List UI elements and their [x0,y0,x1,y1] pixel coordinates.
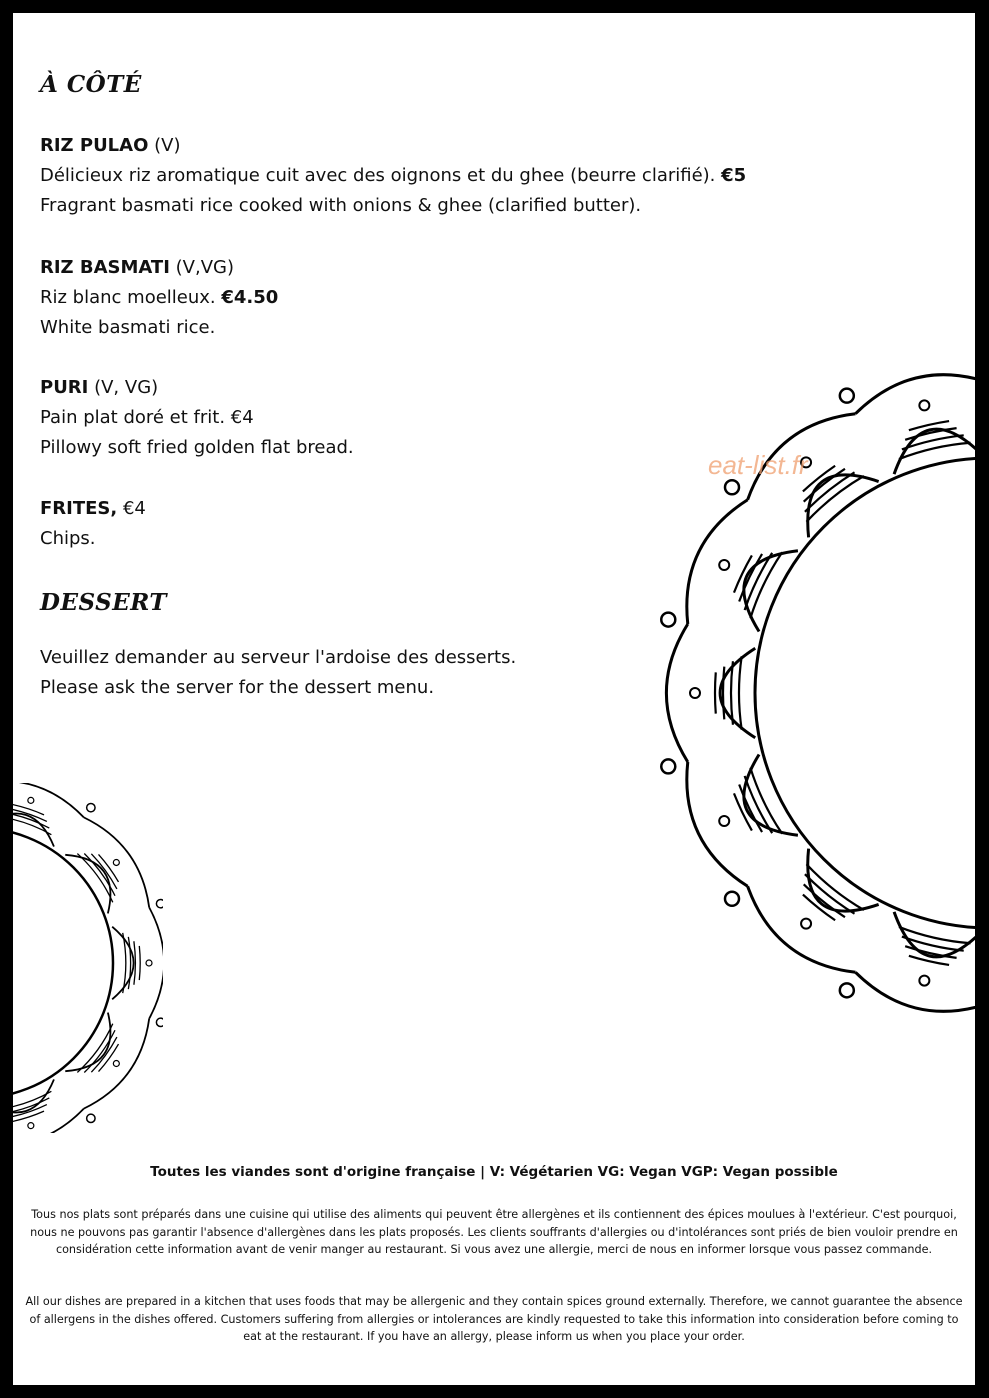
item-desc-en: Chips. [40,528,96,549]
mandala-left-decoration [13,783,163,1133]
item-desc-en: White basmati rice. [40,317,216,338]
item-name: FRITES, [40,498,118,519]
item-name: RIZ PULAO [40,135,149,156]
item-name: RIZ BASMATI [40,257,170,278]
item-tag: €4 [117,498,146,519]
item-price: €4.50 [221,287,279,308]
item-tag: (V) [148,135,181,156]
watermark: eat-list.fr [708,450,808,480]
menu-item-puri [40,373,354,463]
item-desc-fr: Pain plat doré et frit. €4 [40,407,254,428]
section-title-a-cote: À CÔTÉ [40,71,142,98]
footer-origin-legend: Toutes les viandes sont d'origine française | V: Végétarien VG: Vegan VGP: Vegan possible [150,1164,838,1180]
footer-allergen-notice-fr: Tous nos plats sont préparés dans une cuisine qui utilise des aliments qui peuvent être allergènes et ils contiennent des épices moulues à l'extérieur. C'est pourquoi, nous ne pouvons pas garantir l'absence d'allergènes dans les plats proposés. Les clients souffrants d'allergies ou d'intolérances sont priés de bien vouloir prendre en considération cette information avant de venir manger au restaurant. Si vous avez une allergie, merci de nous en informer lorsque vous passez commande. [30,1208,958,1256]
item-desc-en: Fragrant basmati rice cooked with onions & ghee (clarified butter). [40,195,642,216]
menu-item-riz-basmati [40,253,278,343]
menu-item-frites [40,494,146,554]
item-tag: (V, VG) [88,377,159,398]
section-title-dessert: DESSERT [40,589,168,616]
menu-page [13,13,975,1385]
item-desc-fr: Délicieux riz aromatique cuit avec des oignons et du ghee (beurre clarifié). [40,165,722,186]
dessert-note-fr: Veuillez demander au serveur l'ardoise des desserts. [40,647,517,668]
menu-item-riz-pulao [40,131,746,221]
item-desc-en: Pillowy soft fried golden flat bread. [40,437,354,458]
item-price: €5 [721,165,747,186]
item-name: PURI [40,377,89,398]
item-desc-fr: Riz blanc moelleux. [40,287,222,308]
dessert-note-en: Please ask the server for the dessert menu. [40,677,435,698]
footer-allergen-notice-en: All our dishes are prepared in a kitchen that uses foods that may be allergenic and they contain spices ground externally. Therefore, we cannot guarantee the absence of allergens in the dishes offered. Customers suffering from allergies or intolerances are kindly requested to take this information into consideration before coming to eat at the restaurant. If you have an allergy, please inform us when you place your order. [25,1295,963,1343]
item-tag: (V,VG) [169,257,234,278]
dessert-note [40,643,516,703]
